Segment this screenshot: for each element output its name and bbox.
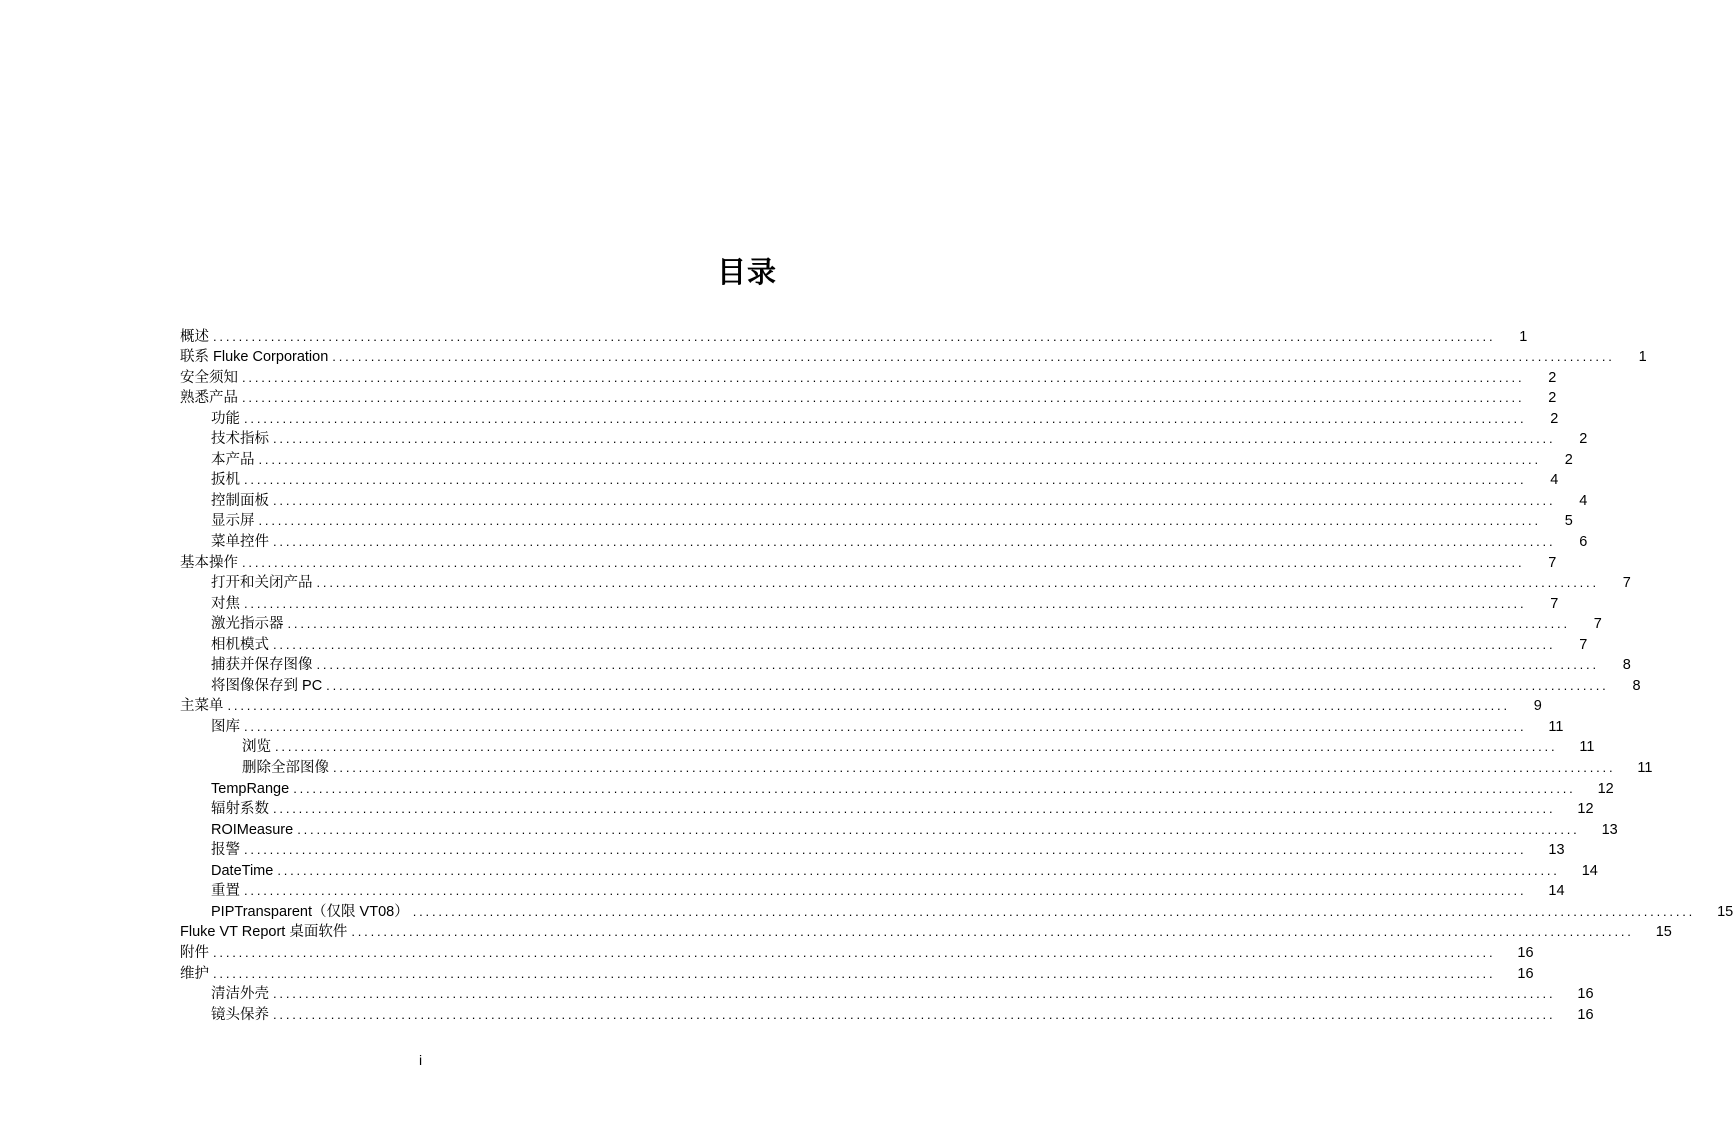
toc-entry-page: 11 xyxy=(1548,718,1564,735)
toc-leader-dots: ........................................................................................................................................................................................................ xyxy=(273,986,1556,1002)
toc-entry[interactable] xyxy=(180,860,1598,881)
toc-entry-label: 清洁外壳 xyxy=(211,986,269,1003)
toc-entry-label: 浏览 xyxy=(242,739,271,756)
toc-entry-page: 5 xyxy=(1564,513,1573,530)
toc-entry[interactable] xyxy=(180,408,1559,429)
toc-entry-label: 图库 xyxy=(211,718,240,735)
toc-entry[interactable] xyxy=(180,634,1588,655)
toc-entry-label: 辐射系数 xyxy=(211,801,269,818)
toc-entry[interactable] xyxy=(180,655,1631,676)
toc-entry[interactable] xyxy=(180,696,1542,717)
toc-leader-dots: ........................................................................................................................................................................................................ xyxy=(244,472,1527,488)
toc-entry-label: Fluke VT Report 桌面软件 xyxy=(180,924,348,941)
toc-leader-dots: ........................................................................................................................................................................................................ xyxy=(332,349,1615,365)
toc-entry-label: 重置 xyxy=(211,883,240,900)
toc-leader-dots: ........................................................................................................................................................................................................ xyxy=(273,801,1556,817)
toc-leader-dots: ........................................................................................................................................................................................................ xyxy=(273,534,1556,550)
toc-entry[interactable] xyxy=(180,737,1595,758)
toc-leader-dots: ........................................................................................................................................................................................................ xyxy=(316,657,1599,673)
toc-leader-dots: ........................................................................................................................................................................................................ xyxy=(273,492,1556,508)
toc-entry-label: 显示屏 xyxy=(211,513,255,530)
toc-entry-label: 捕获并保存图像 xyxy=(211,657,313,674)
toc-entry-label: 扳机 xyxy=(211,472,240,489)
toc-leader-dots: ........................................................................................................................................................................................................ xyxy=(326,677,1609,693)
toc-entry-page: 12 xyxy=(1597,780,1614,797)
toc-entry-label: 安全须知 xyxy=(180,369,238,386)
toc-entry-page: 7 xyxy=(1593,616,1602,633)
toc-entry-label: 控制面板 xyxy=(211,492,269,509)
toc-entry-page: 15 xyxy=(1655,924,1672,941)
toc-entry-page: 13 xyxy=(1601,821,1618,838)
toc-entry-page: 11 xyxy=(1579,739,1595,756)
toc-entry[interactable] xyxy=(180,326,1528,347)
toc-leader-dots: ........................................................................................................................................................................................................ xyxy=(293,780,1576,796)
toc-entry-label: ROIMeasure xyxy=(211,821,294,838)
toc-entry-label: 将图像保存到 PC xyxy=(211,677,323,694)
toc-leader-dots: ........................................................................................................................................................................................................ xyxy=(227,698,1510,714)
toc-entry[interactable] xyxy=(180,552,1557,573)
toc-entry-page: 9 xyxy=(1533,698,1542,715)
toc-entry-label: 镜头保养 xyxy=(211,1006,269,1023)
toc-entry-label: 主菜单 xyxy=(180,698,224,715)
toc-entry[interactable] xyxy=(180,881,1565,902)
toc-leader-dots: ........................................................................................................................................................................................................ xyxy=(351,924,1634,940)
toc-entry-label: 删除全部图像 xyxy=(242,760,329,777)
toc-leader-dots: ........................................................................................................................................................................................................ xyxy=(242,369,1525,385)
toc-leader-dots: ........................................................................................................................................................................................................ xyxy=(244,842,1527,858)
toc-entry-page: 1 xyxy=(1519,328,1528,345)
toc-entry[interactable] xyxy=(180,347,1647,368)
toc-entry[interactable] xyxy=(180,675,1641,696)
toc-entry[interactable] xyxy=(180,388,1557,409)
toc-leader-dots: ........................................................................................................................................................................................................ xyxy=(213,965,1496,981)
toc-leader-dots: ........................................................................................................................................................................................................ xyxy=(273,636,1556,652)
toc-entry-page: 11 xyxy=(1637,760,1653,777)
toc-entry[interactable] xyxy=(180,1004,1594,1025)
toc-entry[interactable] xyxy=(180,778,1614,799)
toc-leader-dots: ........................................................................................................................................................................................................ xyxy=(316,575,1599,591)
toc-entry-page: 6 xyxy=(1579,534,1588,551)
toc-entry-label: 概述 xyxy=(180,328,209,345)
toc-entry-label: TempRange xyxy=(211,780,290,797)
toc-entry-page: 2 xyxy=(1550,410,1559,427)
toc-entry-label: 激光指示器 xyxy=(211,616,284,633)
toc-entry[interactable] xyxy=(180,716,1564,737)
toc-entry-page: 14 xyxy=(1548,883,1565,900)
toc-entry-label: 基本操作 xyxy=(180,554,238,571)
page-number: i xyxy=(418,1052,423,1068)
toc-entry-label: 维护 xyxy=(180,965,209,982)
toc-entry-page: 16 xyxy=(1577,1006,1594,1023)
toc-leader-dots: ........................................................................................................................................................................................................ xyxy=(258,451,1541,467)
toc-entry[interactable] xyxy=(180,490,1588,511)
toc-entry[interactable] xyxy=(180,942,1534,963)
toc-title: 目录 xyxy=(716,255,777,289)
toc-entry[interactable] xyxy=(180,531,1588,552)
toc-entry-label: PIPTransparent（仅限 VT08） xyxy=(211,903,409,920)
toc-entry-page: 2 xyxy=(1548,369,1557,386)
toc-entry-page: 2 xyxy=(1564,451,1573,468)
toc-entry-label: 熟悉产品 xyxy=(180,390,238,407)
toc-entry-page: 16 xyxy=(1517,944,1534,961)
toc-entry-label: DateTime xyxy=(211,862,274,879)
toc-leader-dots: ........................................................................................................................................................................................................ xyxy=(275,739,1558,755)
toc-leader-dots: ........................................................................................................................................................................................................ xyxy=(277,862,1560,878)
toc-entry-page: 16 xyxy=(1517,965,1534,982)
toc-leader-dots: ........................................................................................................................................................................................................ xyxy=(273,431,1556,447)
toc-entry-page: 8 xyxy=(1632,677,1641,694)
toc-leader-dots: ........................................................................................................................................................................................................ xyxy=(412,903,1696,919)
table-of-contents xyxy=(180,326,1733,1025)
toc-entry-label: 菜单控件 xyxy=(211,534,269,551)
toc-entry[interactable] xyxy=(180,614,1602,635)
toc-entry[interactable] xyxy=(180,984,1594,1005)
toc-entry-page: 7 xyxy=(1550,595,1559,612)
toc-entry-page: 7 xyxy=(1579,636,1588,653)
toc-entry[interactable] xyxy=(180,449,1573,470)
toc-entry-page: 16 xyxy=(1577,986,1594,1003)
toc-entry[interactable] xyxy=(180,819,1618,840)
toc-entry-label: 联系 Fluke Corporation xyxy=(180,349,329,366)
toc-entry-label: 本产品 xyxy=(211,451,255,468)
toc-entry[interactable] xyxy=(180,470,1559,491)
toc-leader-dots: ........................................................................................................................................................................................................ xyxy=(333,760,1616,776)
toc-leader-dots: ........................................................................................................................................................................................................ xyxy=(244,883,1527,899)
toc-leader-dots: ........................................................................................................................................................................................................ xyxy=(258,513,1541,529)
toc-entry[interactable] xyxy=(180,799,1594,820)
toc-leader-dots: ........................................................................................................................................................................................................ xyxy=(242,390,1525,406)
toc-entry-label: 附件 xyxy=(180,944,209,961)
toc-leader-dots: ........................................................................................................................................................................................................ xyxy=(297,821,1580,837)
toc-entry-label: 打开和关闭产品 xyxy=(211,575,313,592)
toc-entry-page: 4 xyxy=(1550,472,1559,489)
toc-entry-page: 13 xyxy=(1548,842,1565,859)
toc-leader-dots: ........................................................................................................................................................................................................ xyxy=(213,328,1496,344)
toc-entry[interactable] xyxy=(180,511,1573,532)
toc-entry-page: 7 xyxy=(1548,554,1557,571)
toc-entry-page: 15 xyxy=(1717,903,1733,920)
toc-entry-page: 8 xyxy=(1622,657,1631,674)
toc-entry-page: 4 xyxy=(1579,492,1588,509)
toc-entry-label: 报警 xyxy=(211,842,240,859)
toc-entry-page: 14 xyxy=(1581,862,1598,879)
toc-entry-page: 2 xyxy=(1548,390,1557,407)
toc-leader-dots: ........................................................................................................................................................................................................ xyxy=(244,410,1527,426)
toc-entry-label: 功能 xyxy=(211,410,240,427)
toc-entry-label: 对焦 xyxy=(211,595,240,612)
toc-leader-dots: ........................................................................................................................................................................................................ xyxy=(244,595,1527,611)
toc-entry[interactable] xyxy=(180,757,1653,778)
toc-entry[interactable] xyxy=(180,429,1588,450)
toc-entry[interactable] xyxy=(180,573,1631,594)
toc-entry-label: 技术指标 xyxy=(211,431,269,448)
toc-leader-dots: ........................................................................................................................................................................................................ xyxy=(287,616,1570,632)
toc-entry[interactable] xyxy=(180,901,1733,922)
toc-entry[interactable] xyxy=(180,840,1565,861)
toc-leader-dots: ........................................................................................................................................................................................................ xyxy=(244,718,1527,734)
toc-leader-dots: ........................................................................................................................................................................................................ xyxy=(242,554,1525,570)
toc-entry[interactable] xyxy=(180,963,1534,984)
toc-entry-page: 7 xyxy=(1622,575,1631,592)
toc-entry[interactable] xyxy=(180,593,1559,614)
toc-entry[interactable] xyxy=(180,367,1557,388)
toc-entry[interactable] xyxy=(180,922,1672,943)
toc-leader-dots: ........................................................................................................................................................................................................ xyxy=(213,944,1496,960)
toc-entry-page: 2 xyxy=(1579,431,1588,448)
toc-entry-label: 相机模式 xyxy=(211,636,269,653)
toc-entry-page: 12 xyxy=(1577,801,1594,818)
toc-entry-page: 1 xyxy=(1638,349,1647,366)
toc-leader-dots: ........................................................................................................................................................................................................ xyxy=(273,1006,1556,1022)
